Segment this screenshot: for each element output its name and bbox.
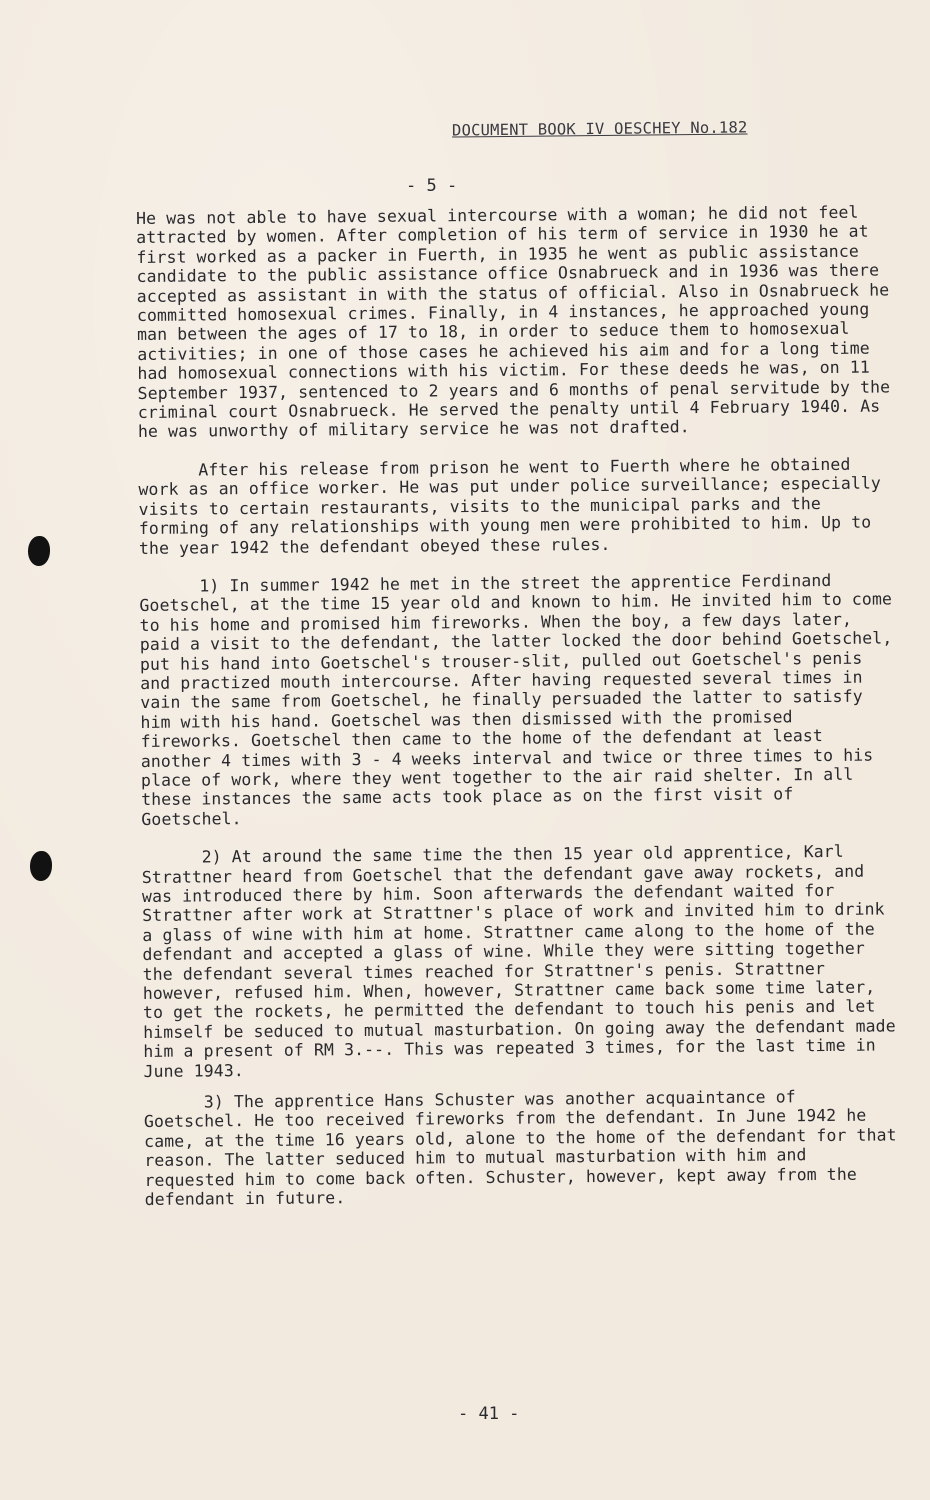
punch-hole bbox=[28, 536, 50, 566]
paragraph: 2) At around the same time the then 15 year old apprentice, Karl Strattner heard from Goetschel that the defendant gave away rockets, and was introduced there by him. Soon afterwards the defendant waited for Strattner after work at Strattner's place of work and invited him to drink a glass of wine with him at home. Strattner came along to the home of the defendant and accepted a glass of wine. While they were sitting together the defendant several times reached for Strattner's penis. Strattner however, refused him. When, however, Strattner came back some time later, to get the rockets, he permitted the defendant to touch his penis and let himself be seduced to mutual masturbation. On going away the defendant made him a present of RM 3.--. This was repeated 3 times, for the last time in June 1943. bbox=[141, 841, 906, 1081]
document-header: DOCUMENT BOOK IV OESCHEY No.182 bbox=[451, 118, 748, 140]
punch-hole bbox=[30, 851, 52, 881]
page-number-bottom: - 41 - bbox=[458, 1404, 520, 1424]
paragraph: He was not able to have sexual intercourse with a woman; he did not feel attracted by women. After completion of his term of service in 1930 he at first worked as a packer in Fuerth, in 1935 he went as public assistance candidate to the public assistance office Osnabrueck and in 1936 was there accepted as assistant in with the status of official. Also in Osnabrueck he committed homosexual crimes. Finally, in 4 instances, he approached young man between the ages of 17 to 18, in order to seduce them to homosexual activities; in one of those cases he achieved his aim and for a long time had homosexual connections with his victim. For these deeds he was, on 11 September 1937, sentenced to 2 years and 6 months of penal servitude by the criminal court Osnabrueck. He served the penalty until 4 February 1940. As he was unworthy of military service he was not drafted. bbox=[136, 202, 901, 442]
page-number-top: - 5 - bbox=[406, 176, 458, 196]
document-body bbox=[136, 202, 905, 1209]
paragraph: After his release from prison he went to Fuerth where he obtained work as an office worker. He was put under police surveillance; especially visits to certain restaurants, visits to the municipal parks and the forming of any relationships with young men were prohibited to him. Up to the year 1942 the defendant obeyed these rules. bbox=[138, 454, 892, 558]
paragraph: 3) The apprentice Hans Schuster was another acquaintance of Goetschel. He too received fireworks from the defendant. In June 1942 he came, at the time 16 years old, alone to the home of the defendant for that reason. The latter seduced him to mutual masturbation with him and requested him to come back often. Schuster, however, kept away from the defendant in future. bbox=[143, 1087, 907, 1210]
paragraph: 1) In summer 1942 he met in the street the apprentice Ferdinand Goetschel, at the time 15 year old and known to him. He invited him to come to his home and promised him fireworks. When the boy, a few days later, paid a visit to the defendant, the latter locked the door behind Goetschel, put his hand into Goetschel's trouser-slit, pulled out Goetschel's penis and practized mouth intercourse. After having requested several times in vain the same from Goetschel, he finally persuaded the latter to satisfy him with his hand. Goetschel was then dismissed with the promised fireworks. Goetschel then came to the home of the defendant at least another 4 times with 3 - 4 weeks interval and twice or three times to his place of work, where they went together to the air raid shelter. In all these instances the same acts took place as on the first visit of Goetschel. bbox=[139, 570, 903, 829]
